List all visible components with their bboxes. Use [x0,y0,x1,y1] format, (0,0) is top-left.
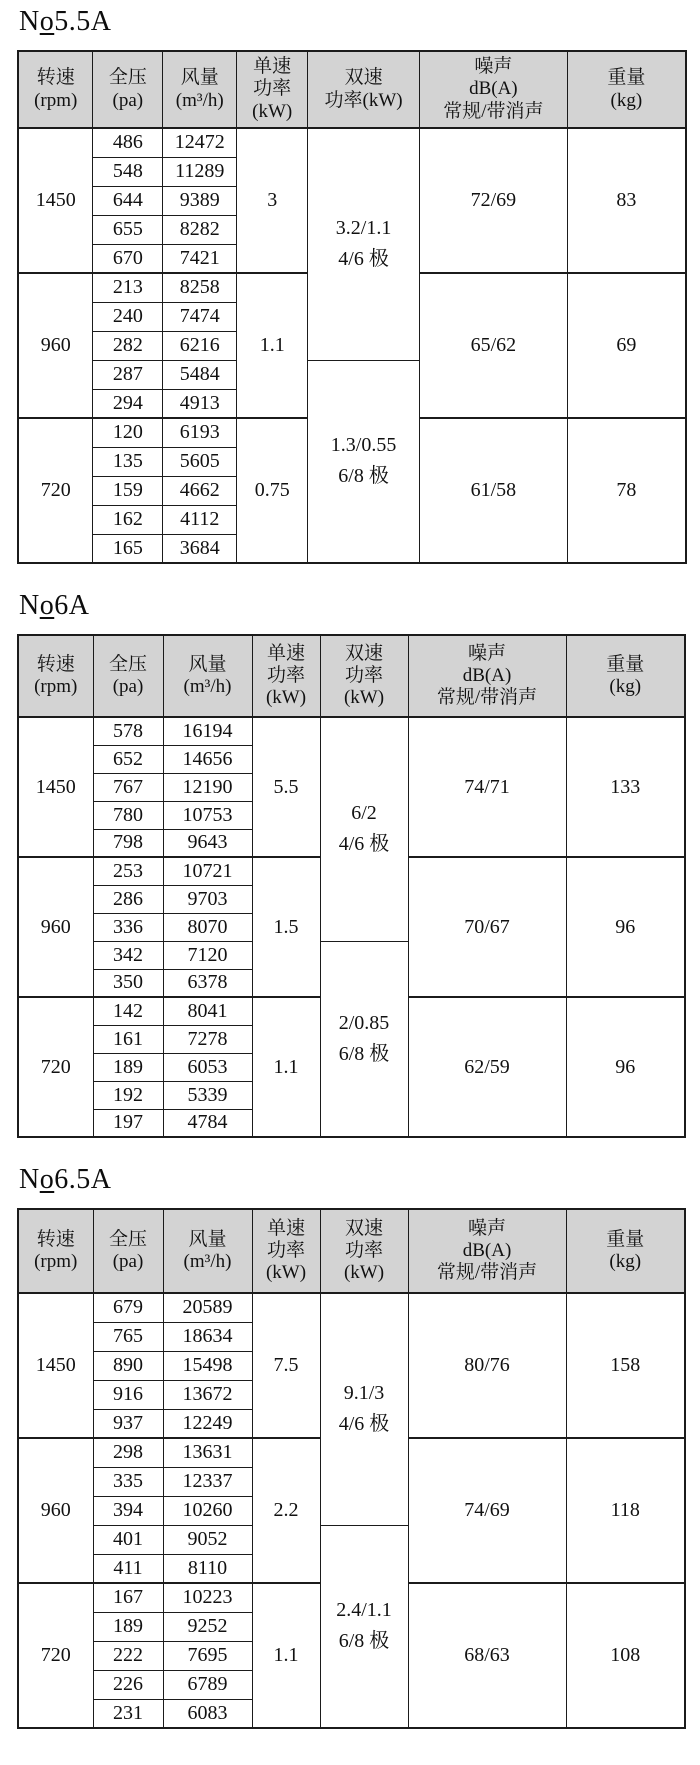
cell-weight: 96 [566,857,685,997]
column-header-dual-power-line: (kW) [343,1262,385,1284]
column-header-dual-power [320,635,408,717]
cell-pressure: 548 [93,157,163,186]
cell-volume: 15498 [163,1351,252,1380]
table-title-no6a [19,590,687,622]
cell-pressure: 192 [93,1081,163,1109]
column-header-pressure-line: 全压 [108,653,147,675]
cell-pressure: 767 [93,773,163,801]
column-header-rpm [18,1209,93,1293]
cell-volume: 7695 [163,1641,252,1670]
cell-volume: 6053 [163,1053,252,1081]
column-header-noise-line: 噪声 [474,56,513,77]
cell-noise: 61/58 [420,418,568,563]
cell-volume: 6216 [163,331,237,360]
cell-pressure: 189 [93,1053,163,1081]
cell-pressure: 670 [93,244,163,273]
column-header-noise [420,51,568,128]
cell-volume: 12249 [163,1409,252,1438]
dual-power-line: 4/6 极 [338,248,389,271]
cell-volume: 4784 [163,1109,252,1137]
cell-rpm: 1450 [18,717,93,857]
cell-volume: 4112 [163,505,237,534]
cell-noise: 65/62 [420,273,568,418]
cell-pressure: 578 [93,717,163,745]
table-row [18,1293,685,1322]
column-header-weight-line: (kg) [609,1251,642,1273]
cell-pressure: 282 [93,331,163,360]
table-row [18,717,685,745]
cell-pressure: 937 [93,1409,163,1438]
column-header-dual-power [308,51,420,128]
cell-single-power: 2.2 [252,1438,320,1583]
cell-rpm: 1450 [18,128,93,273]
cell-pressure: 120 [93,418,163,447]
dual-power-line: 6/8 极 [338,465,389,488]
column-header-noise-line: 噪声 [467,1217,506,1239]
dual-power-line: 9.1/3 [343,1382,385,1405]
title-size: 6A [54,590,90,622]
column-header-dual-power [320,1209,408,1293]
column-header-weight-line: 重量 [606,1228,645,1250]
column-header-single-power-line: 单速 [266,642,305,664]
cell-noise: 62/59 [408,997,566,1137]
column-header-single-power [237,51,308,128]
cell-volume: 4662 [163,476,237,505]
cell-volume: 7421 [163,244,237,273]
cell-pressure: 335 [93,1467,163,1496]
cell-rpm: 960 [18,857,93,997]
cell-pressure: 287 [93,360,163,389]
column-header-noise-line: dB(A) [462,665,512,687]
cell-weight: 158 [566,1293,685,1438]
cell-single-power: 1.1 [252,1583,320,1728]
cell-rpm: 960 [18,273,93,418]
column-header-volume-line: 风量 [180,67,219,89]
cell-volume: 10721 [163,857,252,885]
column-header-rpm [18,51,93,128]
column-header-pressure [93,1209,163,1293]
cell-volume: 11289 [163,157,237,186]
column-header-single-power-line: (kW) [265,1262,307,1284]
column-header-rpm-line: 转速 [36,653,75,675]
spec-table-1 [17,634,686,1138]
column-header-volume-line: (m³/h) [175,89,224,111]
cell-noise: 70/67 [408,857,566,997]
cell-pressure: 890 [93,1351,163,1380]
cell-single-power: 0.75 [237,418,308,563]
cell-volume: 10260 [163,1496,252,1525]
column-header-single-power-line: (kW) [265,687,307,709]
dual-power-line: 2.4/1.1 [336,1599,392,1622]
column-header-volume-line: (m³/h) [183,1251,232,1273]
column-header-dual-power-line: 功率 [344,1240,383,1262]
cell-weight: 96 [566,997,685,1137]
table-section-no5-5a [17,6,687,564]
cell-pressure: 231 [93,1699,163,1728]
column-header-weight [566,635,685,717]
cell-pressure: 394 [93,1496,163,1525]
cell-volume: 6789 [163,1670,252,1699]
dual-power-line: 3.2/1.1 [335,217,392,240]
column-header-rpm-line: 转速 [36,1228,75,1250]
cell-single-power: 1.5 [252,857,320,997]
cell-volume: 9252 [163,1612,252,1641]
cell-noise: 80/76 [408,1293,566,1438]
column-header-rpm-line: (rpm) [34,89,78,111]
column-header-rpm-line: (rpm) [34,1251,78,1273]
cell-volume: 6083 [163,1699,252,1728]
cell-volume: 3684 [163,534,237,563]
column-header-single-power-line: 单速 [266,1217,305,1239]
cell-volume: 9703 [163,885,252,913]
cell-rpm: 720 [18,418,93,563]
cell-volume: 8258 [163,273,237,302]
cell-dual-power [320,1525,408,1728]
cell-pressure: 286 [93,885,163,913]
cell-weight: 78 [567,418,686,563]
cell-dual-power [308,128,420,360]
cell-pressure: 213 [93,273,163,302]
column-header-single-power [252,635,320,717]
cell-rpm: 1450 [18,1293,93,1438]
cell-noise: 68/63 [408,1583,566,1728]
cell-pressure: 253 [93,857,163,885]
cell-noise: 74/71 [408,717,566,857]
cell-noise: 74/69 [408,1438,566,1583]
cell-volume: 7120 [163,941,252,969]
cell-volume: 8282 [163,215,237,244]
column-header-single-power-line: 功率 [266,665,305,687]
dual-power-line: 4/6 极 [338,1413,390,1436]
column-header-dual-power-line: 双速 [344,67,383,89]
cell-weight: 108 [566,1583,685,1728]
cell-pressure: 765 [93,1322,163,1351]
cell-volume: 4913 [163,389,237,418]
table-title-no5-5a [19,6,687,38]
column-header-pressure-line: (pa) [112,1251,144,1273]
cell-single-power: 3 [237,128,308,273]
cell-pressure: 298 [93,1438,163,1467]
cell-pressure: 161 [93,1025,163,1053]
column-header-noise-line: 常规/带消声 [436,1262,538,1284]
cell-volume: 18634 [163,1322,252,1351]
column-header-rpm-line: (rpm) [34,676,78,698]
dual-power-line: 6/8 极 [338,1042,390,1065]
cell-pressure: 189 [93,1612,163,1641]
column-header-noise [408,1209,566,1293]
cell-pressure: 655 [93,215,163,244]
column-header-pressure-line: 全压 [108,67,147,89]
cell-single-power: 5.5 [252,717,320,857]
cell-single-power: 1.1 [237,273,308,418]
table-section-no6-5a [17,1164,687,1729]
column-header-noise-line: dB(A) [469,78,518,100]
cell-noise: 72/69 [420,128,568,273]
column-header-weight-line: (kg) [610,89,643,111]
column-header-dual-power-line: (kW) [343,687,385,709]
column-header-weight-line: 重量 [607,67,646,89]
cell-pressure: 142 [93,997,163,1025]
cell-volume: 5605 [163,447,237,476]
column-header-single-power-line: 功率 [253,78,292,100]
cell-volume: 5484 [163,360,237,389]
column-header-noise-line: dB(A) [462,1240,512,1262]
column-header-pressure [93,51,163,128]
cell-pressure: 679 [93,1293,163,1322]
dual-power-line: 6/2 [351,802,377,825]
cell-volume: 7474 [163,302,237,331]
cell-volume: 12190 [163,773,252,801]
column-header-dual-power-line: 双速 [344,1217,383,1239]
column-header-dual-power-line: 功率(kW) [324,89,403,111]
spec-table-0 [17,50,687,564]
cell-rpm: 960 [18,1438,93,1583]
cell-volume: 5339 [163,1081,252,1109]
cell-rpm: 720 [18,997,93,1137]
cell-volume: 12472 [163,128,237,157]
title-size: 5.5A [54,6,112,37]
dual-power-line: 1.3/0.55 [330,434,397,457]
title-underlined-o: o [39,6,55,37]
cell-volume: 10223 [163,1583,252,1612]
cell-dual-power [320,941,408,1137]
cell-rpm: 720 [18,1583,93,1728]
column-header-single-power-line: (kW) [252,100,293,122]
title-underlined-o: o [39,1164,55,1196]
cell-pressure: 342 [93,941,163,969]
column-header-noise [408,635,566,717]
column-header-pressure-line: 全压 [108,1228,147,1250]
column-header-volume [163,51,237,128]
cell-volume: 14656 [163,745,252,773]
cell-pressure: 197 [93,1109,163,1137]
cell-volume: 8070 [163,913,252,941]
column-header-volume-line: 风量 [188,653,227,675]
column-header-volume-line: 风量 [188,1228,227,1250]
cell-volume: 8041 [163,997,252,1025]
cell-volume: 7278 [163,1025,252,1053]
column-header-weight [566,1209,685,1293]
cell-pressure: 401 [93,1525,163,1554]
cell-weight: 133 [566,717,685,857]
column-header-single-power-line: 单速 [253,56,292,77]
cell-volume: 13631 [163,1438,252,1467]
cell-volume: 16194 [163,717,252,745]
cell-pressure: 294 [93,389,163,418]
cell-pressure: 336 [93,913,163,941]
cell-volume: 20589 [163,1293,252,1322]
cell-dual-power [308,360,420,563]
cell-volume: 8110 [163,1554,252,1583]
column-header-volume [163,635,252,717]
cell-pressure: 226 [93,1670,163,1699]
cell-volume: 9052 [163,1525,252,1554]
cell-pressure: 240 [93,302,163,331]
column-header-volume [163,1209,252,1293]
cell-single-power: 1.1 [252,997,320,1137]
column-header-single-power [252,1209,320,1293]
cell-pressure: 222 [93,1641,163,1670]
spec-table-2 [17,1208,686,1729]
cell-pressure: 798 [93,829,163,857]
column-header-noise-line: 常规/带消声 [443,100,544,122]
cell-pressure: 167 [93,1583,163,1612]
column-header-weight-line: (kg) [609,676,642,698]
dual-power-line: 4/6 极 [338,833,390,856]
table-section-no6a [17,590,687,1138]
cell-volume: 13672 [163,1380,252,1409]
cell-dual-power [320,717,408,941]
column-header-dual-power-line: 功率 [344,665,383,687]
column-header-dual-power-line: 双速 [344,642,383,664]
cell-pressure: 135 [93,447,163,476]
title-prefix: N [19,590,40,622]
column-header-weight [567,51,686,128]
cell-weight: 118 [566,1438,685,1583]
cell-dual-power [320,1293,408,1525]
cell-weight: 83 [567,128,686,273]
cell-volume: 6378 [163,969,252,997]
title-size: 6.5A [54,1164,112,1196]
table-row [18,128,686,157]
cell-pressure: 644 [93,186,163,215]
column-header-pressure [93,635,163,717]
title-prefix: N [19,1164,40,1196]
cell-pressure: 916 [93,1380,163,1409]
cell-volume: 9389 [163,186,237,215]
cell-pressure: 165 [93,534,163,563]
cell-weight: 69 [567,273,686,418]
column-header-noise-line: 常规/带消声 [436,687,538,709]
column-header-weight-line: 重量 [606,653,645,675]
cell-volume: 9643 [163,829,252,857]
cell-pressure: 486 [93,128,163,157]
table-title-no6-5a [19,1164,687,1196]
cell-single-power: 7.5 [252,1293,320,1438]
column-header-rpm [18,635,93,717]
cell-volume: 10753 [163,801,252,829]
cell-pressure: 159 [93,476,163,505]
cell-pressure: 162 [93,505,163,534]
dual-power-line: 6/8 极 [338,1630,390,1653]
title-prefix: N [19,6,40,37]
cell-volume: 12337 [163,1467,252,1496]
cell-pressure: 411 [93,1554,163,1583]
title-underlined-o: o [39,590,55,622]
column-header-rpm-line: 转速 [36,67,75,89]
column-header-pressure-line: (pa) [112,89,144,111]
dual-power-line: 2/0.85 [338,1011,390,1034]
column-header-noise-line: 噪声 [467,642,506,664]
column-header-pressure-line: (pa) [112,676,144,698]
column-header-volume-line: (m³/h) [183,676,232,698]
cell-volume: 6193 [163,418,237,447]
cell-pressure: 652 [93,745,163,773]
column-header-single-power-line: 功率 [266,1240,305,1262]
cell-pressure: 350 [93,969,163,997]
cell-pressure: 780 [93,801,163,829]
